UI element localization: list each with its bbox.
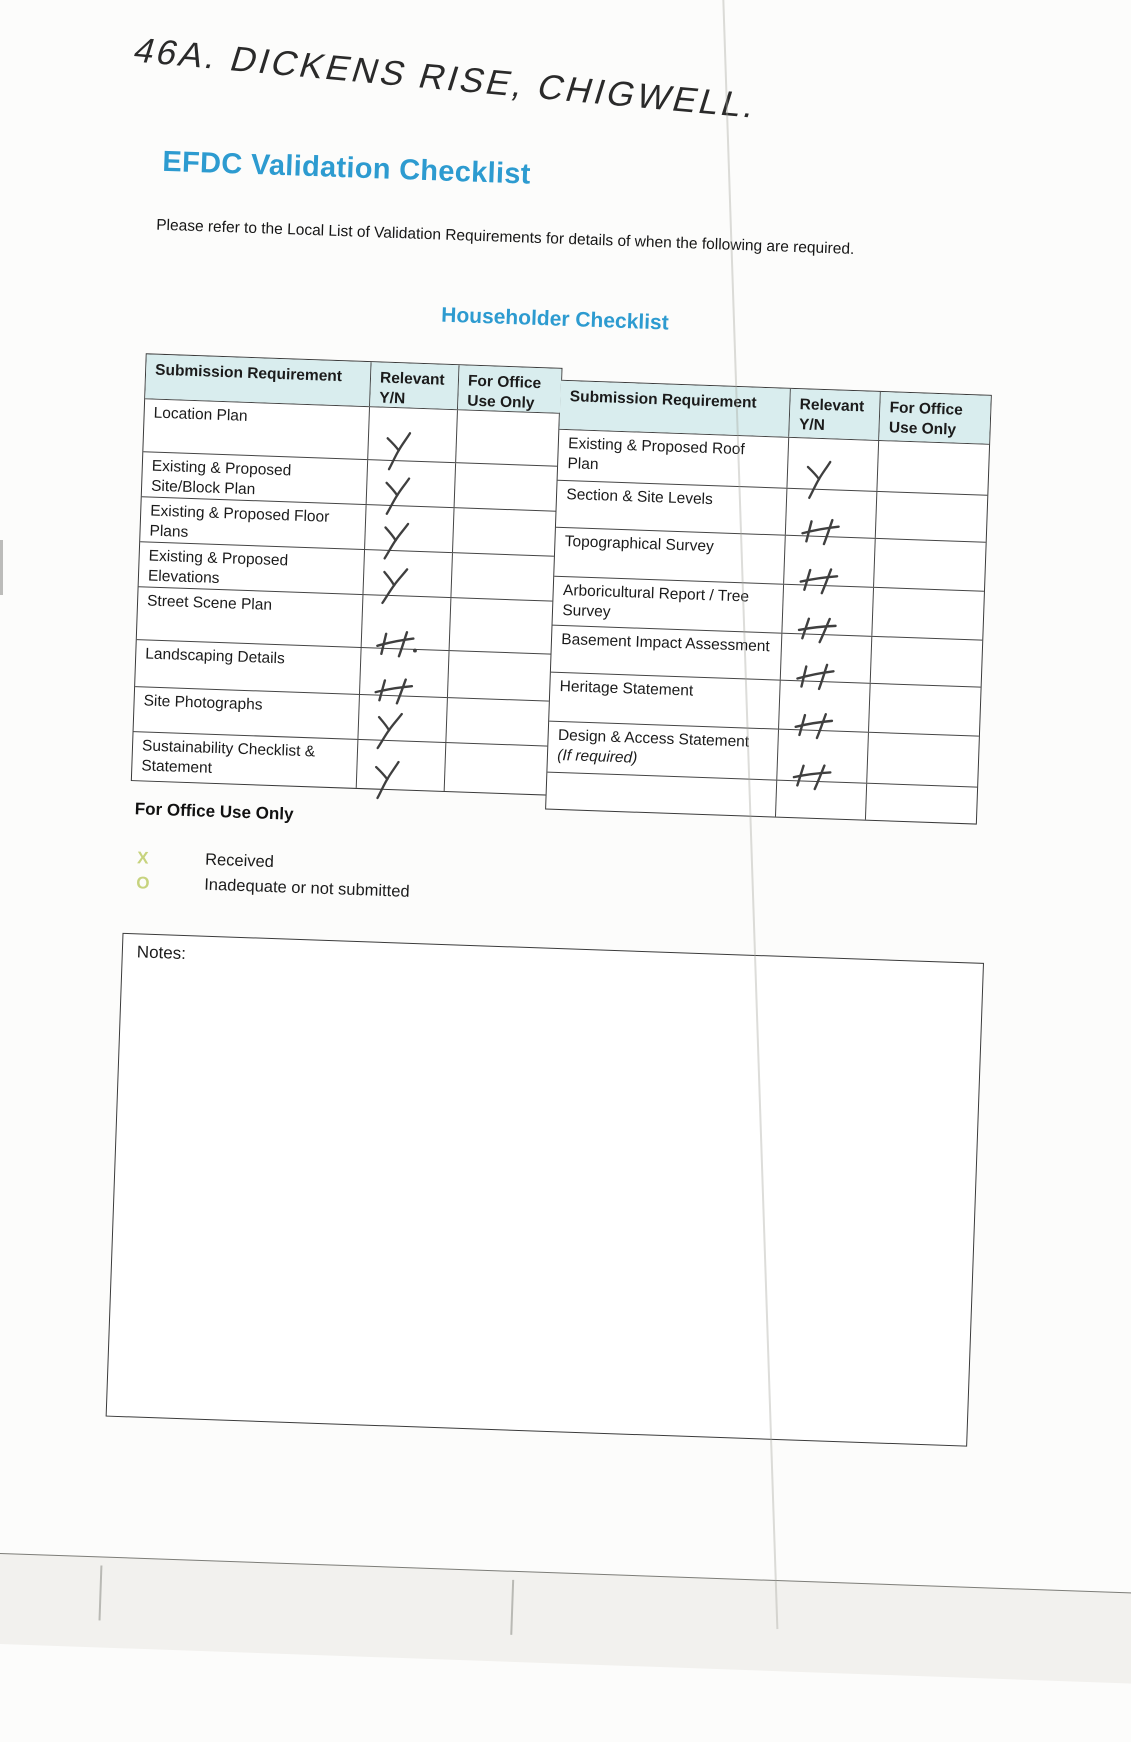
column-header-requirement: Submission Requirement — [145, 354, 371, 406]
handwritten-mark-n — [795, 659, 836, 694]
requirement-cell: Landscaping Details — [135, 640, 361, 694]
handwritten-mark-n — [373, 673, 414, 708]
handwritten-mark-y — [377, 564, 413, 609]
checklist-subtable-right — [545, 380, 992, 825]
relevant-cell — [788, 438, 880, 491]
handwritten-mark-n — [800, 514, 841, 549]
office-use-cell — [866, 784, 977, 824]
requirement-cell: Existing & Proposed Elevations — [139, 542, 365, 594]
handwritten-mark-n — [375, 627, 416, 662]
scan-line-artifact — [99, 1565, 102, 1620]
legend-label-received: Received — [204, 850, 275, 872]
requirement-cell: Section & Site Levels — [556, 481, 787, 535]
office-use-cell — [871, 637, 983, 687]
column-header-relevant: Relevant Y/N — [790, 389, 882, 440]
legend-row-received — [137, 848, 411, 878]
checklist-subtable-left — [131, 353, 563, 795]
requirement-cell: Arboricultural Report / Tree Survey — [553, 577, 785, 633]
office-use-cell — [446, 698, 549, 746]
office-use-cell — [873, 588, 985, 640]
requirement-cell: Design & Access Statement (If required) — [548, 722, 780, 780]
office-use-cell — [453, 508, 556, 556]
office-use-cell — [445, 743, 549, 795]
office-use-cell — [455, 463, 558, 511]
handwritten-mark-y — [380, 474, 416, 519]
handwritten-mark-n — [796, 612, 837, 647]
office-use-legend — [136, 848, 411, 908]
requirement-cell: Street Scene Plan — [137, 587, 364, 647]
legend-label-inadequate: Inadequate or not submitted — [203, 875, 410, 901]
office-use-cell — [874, 539, 986, 591]
intro-text: Please refer to the Local List of Validation Requirements for details of when the following are required. — [155, 216, 855, 258]
handwritten-mark-n — [791, 759, 832, 794]
scan-edge-artifact — [0, 540, 3, 595]
handwritten-mark-y — [802, 457, 838, 502]
handwritten-address: 46A. DICKENS RISE, CHIGWELL. — [129, 30, 764, 126]
requirement-cell — [546, 773, 777, 817]
section-title: Householder Checklist — [440, 303, 670, 335]
column-header-requirement: Submission Requirement — [560, 381, 792, 437]
requirement-note: (If required) — [556, 746, 638, 767]
legend-symbol-x: X — [136, 848, 149, 868]
requirement-cell: Basement Impact Assessment — [551, 626, 782, 680]
handwritten-mark-y — [379, 519, 415, 564]
requirement-cell: Topographical Survey — [555, 528, 787, 584]
office-use-cell — [451, 553, 554, 601]
notes-label: Notes: — [136, 942, 187, 964]
page-title: EFDC Validation Checklist — [161, 145, 532, 191]
office-use-cell — [878, 441, 990, 495]
handwritten-mark-n — [793, 708, 834, 743]
scan-line-artifact — [510, 1580, 513, 1635]
requirement-cell: Existing & Proposed Floor Plans — [140, 497, 366, 549]
relevant-cell — [368, 407, 458, 462]
householder-checklist-table — [130, 353, 992, 824]
paper-bottom-edge — [0, 1550, 1131, 1685]
requirement-cell: Sustainability Checklist & Statement — [132, 732, 359, 788]
office-use-cell — [868, 733, 980, 787]
legend-row-inadequate — [136, 873, 410, 903]
requirement-cell: Location Plan — [143, 399, 370, 459]
requirement-cell: Existing & Proposed Roof Plan — [558, 430, 790, 488]
office-use-cell — [876, 492, 988, 542]
notes-box — [106, 933, 984, 1447]
office-use-cell — [869, 684, 981, 736]
office-use-heading: For Office Use Only — [134, 799, 294, 824]
requirement-cell: Heritage Statement — [549, 673, 781, 729]
column-header-relevant: Relevant Y/N — [370, 362, 459, 409]
office-use-cell — [456, 410, 560, 466]
office-use-cell — [448, 651, 552, 701]
requirement-cell: Site Photographs — [134, 687, 360, 739]
requirement-cell: Existing & Proposed Site/Block Plan — [142, 452, 368, 504]
column-header-office-use: For Office Use Only — [458, 365, 561, 413]
handwritten-mark-y — [382, 429, 418, 474]
column-header-office-use: For Office Use Only — [879, 392, 991, 444]
legend-symbol-o: O — [135, 873, 150, 893]
office-use-cell — [450, 598, 554, 654]
handwritten-mark-y — [370, 757, 406, 802]
handwritten-mark-n — [798, 563, 839, 598]
handwritten-mark-y — [372, 708, 408, 753]
